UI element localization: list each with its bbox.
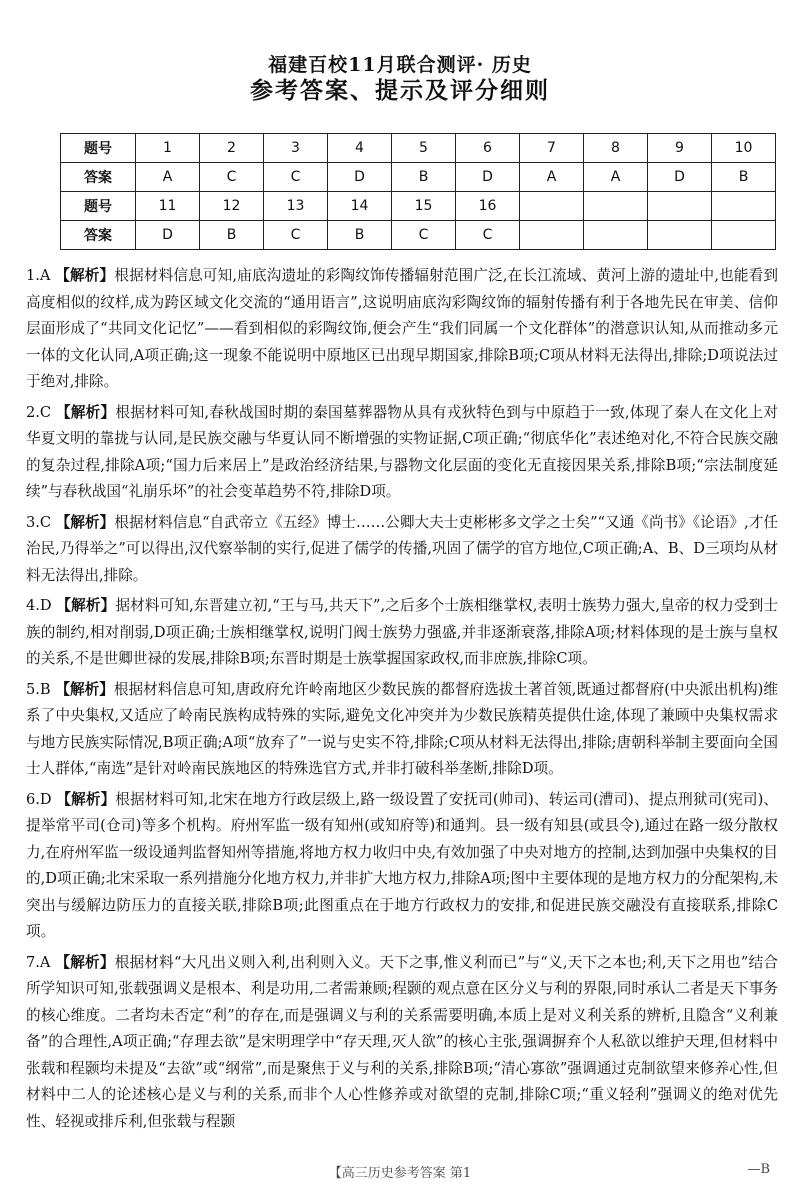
item-number: 5.B	[26, 680, 51, 698]
answer-cell: C	[264, 163, 328, 192]
analysis-tag: 【解析】	[56, 597, 116, 614]
question-number-cell: 13	[264, 192, 328, 221]
document-title: 参考答案、提示及评分细则	[250, 77, 550, 104]
analysis-tag: 【解析】	[55, 403, 116, 421]
explanation-item	[26, 950, 778, 1136]
item-number: 6.D	[26, 790, 52, 808]
question-number-cell: 9	[648, 134, 712, 163]
question-number-cell: 1	[136, 134, 200, 163]
table-row-answers-2	[61, 221, 776, 250]
question-number-cell: 16	[456, 192, 520, 221]
explanation-item	[26, 263, 778, 396]
item-text: 根据材料信息可知,庙底沟遗址的彩陶纹饰传播辐射范围广泛,在长江流域、黄河上游的遗址中,也能看到高度相似的纹样,成为跨区域文化交流的“通用语言”,这说明庙底沟彩陶纹饰的辐射传播有利于各地先民在审美、信仰层面形成了“共同文化记忆”——看到相似的彩陶纹饰,便会产生“我们同属一个文化群体”的潜意识认知,从而推动多元一体的文化认同,A项正确;这一现象不能说明中原地区已出现早期国家,排除B项;C项从材料无法得出,排除;D项说法过于绝对,排除。	[26, 267, 778, 390]
answer-cell: D	[648, 163, 712, 192]
question-number-cell: 15	[392, 192, 456, 221]
empty-cell	[648, 192, 712, 221]
analysis-tag: 【解析】	[56, 790, 116, 808]
question-number-cell: 3	[264, 134, 328, 163]
answer-cell: D	[456, 163, 520, 192]
item-number: 7.A	[26, 953, 51, 971]
explanation-item	[26, 400, 778, 506]
item-text: 根据材料可知,春秋战国时期的秦国墓葬器物从具有戎狄特色到与中原趋于一致,体现了秦人在文化上对华夏文明的靠拢与认同,是民族交融与华夏认同不断增强的实物证据,C项正确;“彻底华化”表述绝对化,不符合民族交融的复杂过程,排除A项;“国力后来居上”是政治经济结果,与器物文化层面的变化无直接因果关系,排除B项;“宗法制度延续”与春秋战国“礼崩乐坏”的社会变革趋势不符,排除D项。	[26, 403, 778, 500]
question-number-cell: 8	[584, 134, 648, 163]
answer-cell: A	[136, 163, 200, 192]
row-label-answer: 答案	[61, 163, 136, 192]
empty-cell	[584, 221, 648, 250]
answer-cell: B	[328, 221, 392, 250]
item-text: 根据材料“大凡出义则入利,出利则入义。天下之事,惟义利而已”与“义,天下之本也;利,天下之用也”结合所学知识可知,张载强调义是根本、利是功用,二者需兼顾;程颢的观点意在区分义与利的界限,同时承认二者是天下事务的核心维度。二者均未否定“利”的存在,而是强调义与利的关系需要明确,本质上是对义利关系的辨析,且隐含“义利兼备”的合理性,A项正确;“存理去欲”是宋明理学中“存天理,灭人欲”的核心主张,强调摒弃个人私欲以维护天理,但材料中张载和程颢均未提及“去欲”或“纲常”,而是聚焦于义与利的关系,排除B项;“清心寡欲”强调通过克制欲望来修养心性,但材料中二人的论述核心是义与利的关系,而非个人心性修养或对欲望的克制,排除C项;“重义轻利”强调义的绝对优先性、轻视或排斥利,但张载与程颢	[26, 953, 778, 1130]
explanation-item	[26, 593, 778, 673]
table-row-answers-1	[61, 163, 776, 192]
explanation-item	[26, 787, 778, 946]
answer-cell: B	[200, 221, 264, 250]
question-number-cell: 12	[200, 192, 264, 221]
question-number-cell: 10	[712, 134, 776, 163]
answer-cell: C	[456, 221, 520, 250]
answer-cell: B	[712, 163, 776, 192]
question-number-cell: 7	[520, 134, 584, 163]
item-text: 据材料可知,东晋建立初,“王与马,共天下”,之后多个士族相继掌权,表明士族势力强大,皇帝的权力受到士族的制约,相对削弱,D项正确;士族相继掌权,说明门阀士族势力强盛,并非逐渐衰落,排除A项;材料体现的是士族与皇权的关系,不是世卿世禄的发展,排除B项;东晋时期是士族掌握国家政权,而非庶族,排除C项。	[26, 597, 778, 667]
row-label-question: 题号	[61, 134, 136, 163]
explanation-item	[26, 677, 778, 783]
question-number-cell: 5	[392, 134, 456, 163]
footer-label: 【高三历史参考答案 第1	[328, 1166, 472, 1181]
analysis-tag: 【解析】	[55, 267, 115, 284]
empty-cell	[584, 192, 648, 221]
row-label-answer: 答案	[61, 221, 136, 250]
empty-cell	[520, 192, 584, 221]
answer-cell: C	[264, 221, 328, 250]
question-number-cell: 11	[136, 192, 200, 221]
question-number-cell: 14	[328, 192, 392, 221]
question-number-cell: 2	[200, 134, 264, 163]
item-number: 4.D	[26, 597, 52, 614]
answer-cell: B	[392, 163, 456, 192]
item-text: 根据材料信息“自武帝立《五经》博士……公卿大夫士吏彬彬多文学之士矣”“又通《尚书》《论语》,才任治民,乃得举之”可以得出,汉代察举制的实行,促进了儒学的传播,巩固了儒学的官方地位,C项正确;A、B、D三项均从材料无法得出,排除。	[26, 513, 778, 584]
explanation-item	[26, 510, 778, 590]
answer-table	[60, 133, 776, 250]
table-row-question-numbers-2	[61, 192, 776, 221]
answer-cell: D	[328, 163, 392, 192]
empty-cell	[712, 221, 776, 250]
item-text: 根据材料信息可知,唐政府允许岭南地区少数民族的都督府选拔土著首领,既通过都督府(中央派出机构)维系了中央集权,又适应了岭南民族构成特殊的实际,避免文化冲突并为少数民族精英提供仕途,体现了兼顾中央集权需求与地方民族实际情况,B项正确;A项“放弃了”一说与史实不符,排除;C项从材料无法得出,排除;唐朝科举制主要面向全国士人群体,“南选”是针对岭南民族地区的特殊选官方式,并非打破科举垄断,排除D项。	[26, 680, 778, 777]
answer-cell: C	[200, 163, 264, 192]
answer-cell: D	[136, 221, 200, 250]
answer-cell: A	[584, 163, 648, 192]
empty-cell	[648, 221, 712, 250]
item-number: 3.C	[26, 513, 52, 531]
question-number-cell: 6	[456, 134, 520, 163]
analysis-tag: 【解析】	[55, 953, 115, 971]
table-row-question-numbers-1	[61, 134, 776, 163]
answer-cell: A	[520, 163, 584, 192]
footer-code: —B	[747, 1162, 770, 1177]
question-number-cell: 4	[328, 134, 392, 163]
item-text: 根据材料可知,北宋在地方行政层级上,路一级设置了安抚司(帅司)、转运司(漕司)、提点刑狱司(宪司)、提举常平司(仓司)等多个机构。府州军监一级有知州(或知府等)和通判。县一级有知县(或县令),通过在路一级分散权力,在府州军监一级设通判监督知州等措施,将地方权力收归中央,有效加强了中央对地方的控制,达到加强中央集权的目的,D项正确;北宋采取一系列措施分化地方权力,并非扩大地方权力,排除A项;图中主要体现的是地方权力的分配架构,未突出与缓解边防压力的直接关联,排除B项;此图重点在于地方行政权力的安排,和促进民族交融没有直接联系,排除C项。	[26, 790, 778, 940]
exam-title: 福建百校11月联合测评· 历史	[268, 54, 532, 76]
empty-cell	[712, 192, 776, 221]
empty-cell	[520, 221, 584, 250]
analysis-tag: 【解析】	[55, 513, 115, 531]
item-number: 1.A	[26, 267, 51, 284]
answer-cell: C	[392, 221, 456, 250]
item-number: 2.C	[26, 403, 52, 421]
analysis-tag: 【解析】	[55, 680, 114, 698]
row-label-question: 题号	[61, 192, 136, 221]
explanations	[26, 263, 778, 1139]
